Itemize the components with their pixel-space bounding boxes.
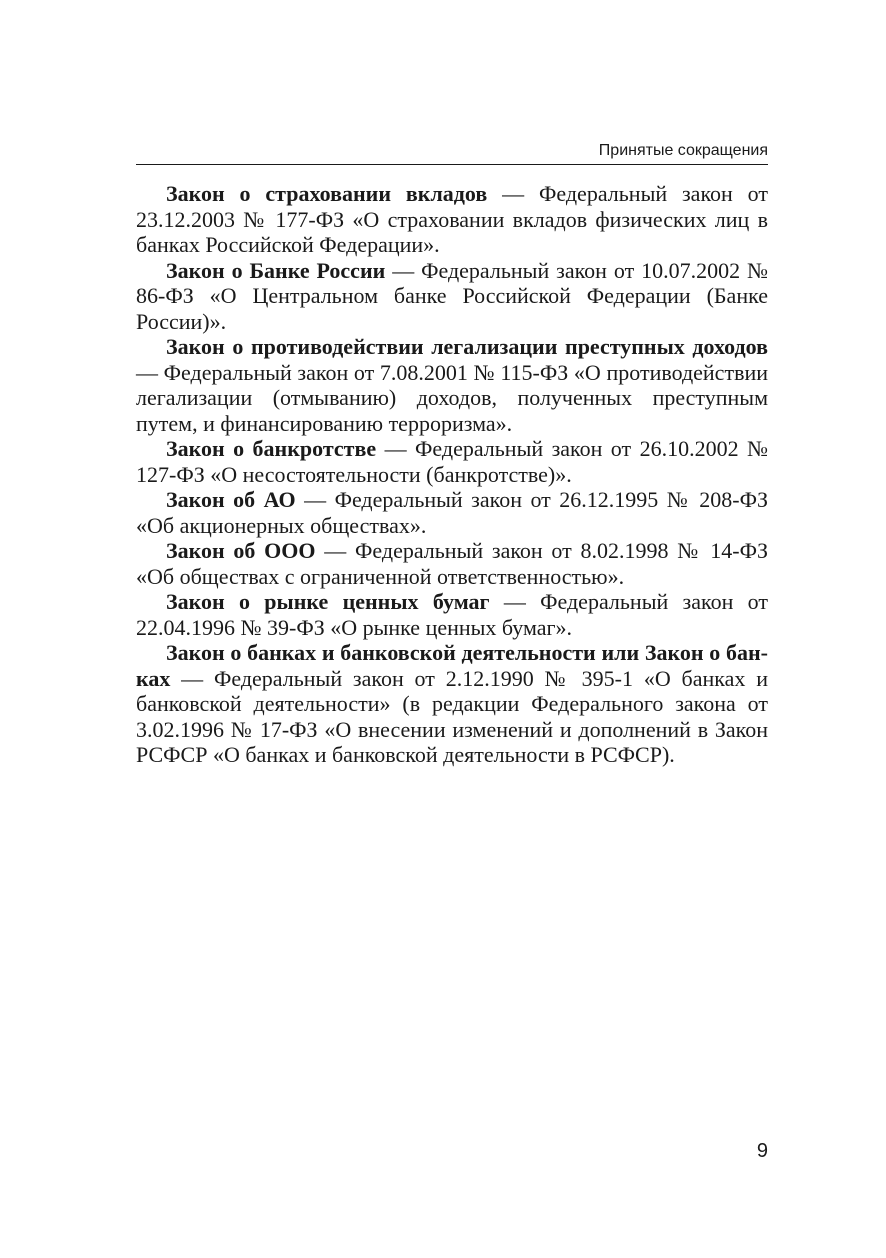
header-rule <box>136 164 768 165</box>
entry-term: Закон о противодействии легализации преступных доходов <box>166 334 768 359</box>
entry-llc-law <box>136 538 768 589</box>
running-title: Принятые сокращения <box>598 142 768 159</box>
entry-anti-money-laundering-law <box>136 334 768 436</box>
entry-term: Закон об ООО <box>166 538 316 563</box>
entry-banking-law <box>136 640 768 768</box>
entry-definition: — Федеральный закон от 8.02.1998 № 14-ФЗ «Об обществах с ограниченной ответственностью». <box>136 538 768 589</box>
entry-definition: — Федеральный закон от 23.12.2003 № 177-ФЗ «О страховании вкладов физических лиц в банках Российской Федерации». <box>136 181 768 257</box>
entry-definition: — Федеральный закон от 7.08.2001 № 115-ФЗ «О противодействии легализации (отмыванию) доходов, полученных преступным путем, и финансированию терроризма». <box>136 359 768 436</box>
entry-term: Закон о Банке России <box>166 257 386 283</box>
entry-securities-market-law <box>136 589 768 640</box>
entry-term: Закон о страховании вкладов <box>166 181 488 206</box>
entry-definition: — Федеральный закон от 2.12.1990 № 395-1 «О банках и банковской деятельности» (в редакции Федерального закона от 3.02.1996 № 17-ФЗ «О внесении изменений и дополнений в Закон РСФСР «О банках и банковской деятельности в РСФСР). <box>136 665 768 767</box>
abbreviations-list <box>136 181 768 768</box>
entry-joint-stock-companies-law <box>136 487 768 538</box>
entry-term: Закон о банкротстве <box>166 436 377 461</box>
entry-definition: — Федеральный закон от 22.04.1996 № 39-ФЗ «О рынке ценных бумаг». <box>136 589 768 640</box>
entry-bank-of-russia-law <box>136 258 768 335</box>
entry-term: Закон об АО <box>166 487 296 512</box>
entry-deposit-insurance-law <box>136 181 768 258</box>
entry-definition: — Федеральный закон от 26.12.1995 № 208-ФЗ «Об акционерных обществах». <box>136 487 768 538</box>
page-number: 9 <box>756 1140 768 1162</box>
entry-term: Закон о рынке ценных бумаг <box>166 589 490 614</box>
entry-definition: — Федеральный закон от 26.10.2002 № 127-ФЗ «О несостоятельности (банкротстве)». <box>136 436 768 487</box>
entry-definition: — Федеральный закон от 10.07.2002 № 86-ФЗ «О Центральном банке Российской Федерации (Банке России)». <box>136 257 768 334</box>
entry-bankruptcy-law <box>136 436 768 487</box>
entry-term: Закон о банках и банковской деятельности или Закон о банках <box>136 640 768 691</box>
